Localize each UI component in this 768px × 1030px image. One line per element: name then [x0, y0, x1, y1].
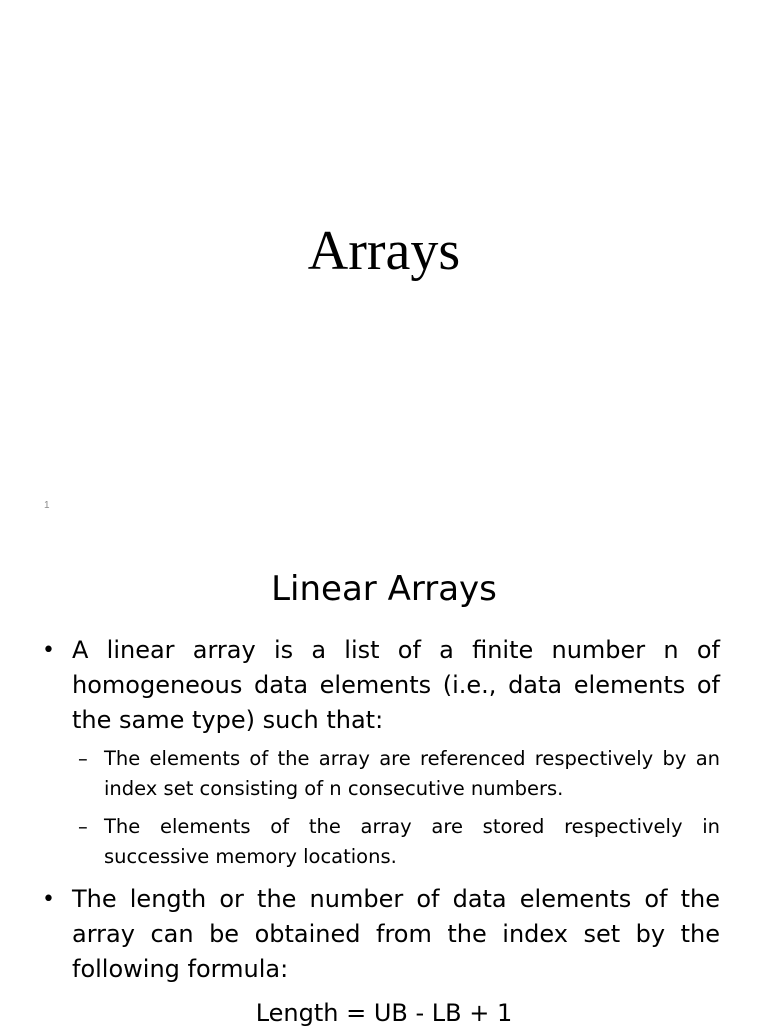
bullet-item — [42, 633, 720, 738]
bullet-text: The length or the number of data elements of the array can be obtained from the index set by the following formula: — [72, 885, 720, 983]
sub-bullet-item — [78, 744, 720, 804]
sub-bullet-text: The elements of the array are referenced respectively by an index set consisting of n consecutive numbers. — [104, 747, 720, 800]
bullet-text: A linear array is a list of a finite number n of homogeneous data elements (i.e., data elements of the same type) such that: — [72, 636, 720, 734]
sub-bullet-item — [78, 812, 720, 872]
bullet-item — [42, 882, 720, 987]
bullet-icon: • — [42, 887, 55, 912]
dash-icon: – — [78, 747, 88, 770]
slide-2 — [0, 525, 768, 1027]
length-formula: Length = UB - LB + 1 — [255, 999, 513, 1027]
slide-number: 1 — [44, 500, 50, 511]
slide-title: Arrays — [307, 220, 461, 282]
slide-title: Linear Arrays — [271, 569, 497, 609]
sub-bullet-text: The elements of the array are stored respectively in successive memory locations. — [104, 815, 720, 868]
bullet-icon: • — [42, 638, 55, 663]
dash-icon: – — [78, 815, 88, 838]
